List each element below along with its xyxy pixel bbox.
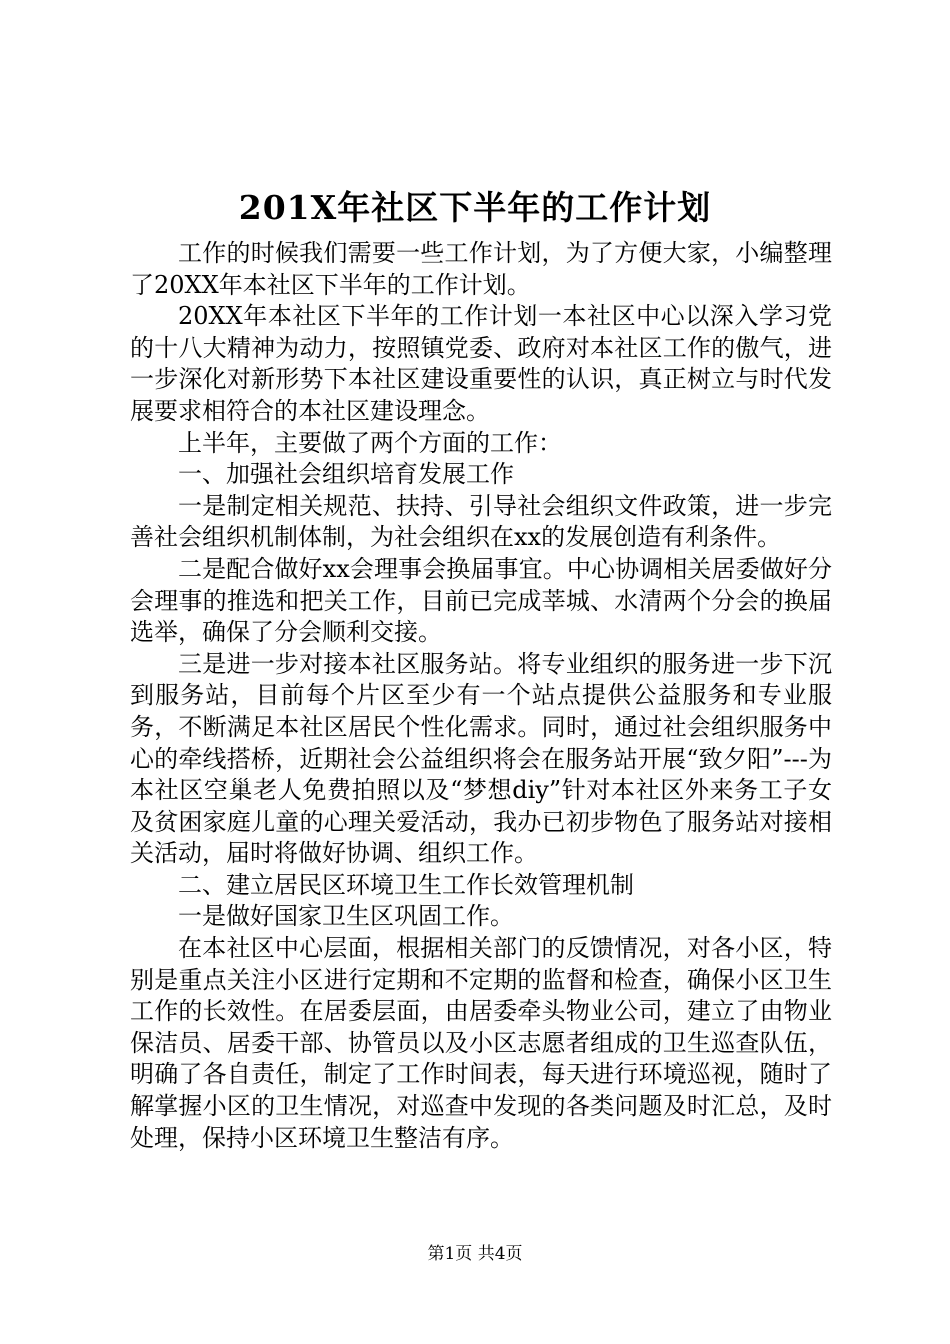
document-body bbox=[130, 238, 832, 1154]
paragraph-item-2: 二是配合做好xx会理事会换届事宜。中心协调相关居委做好分会理事的推选和把关工作，目前已完成莘城、水清两个分会的换届选举，确保了分会顺利交接。 bbox=[130, 554, 832, 647]
section-heading-1: 一、加强社会组织培育发展工作 bbox=[178, 460, 514, 489]
paragraph-item-3: 三是进一步对接本社区服务站。将专业组织的服务进一步下沉到服务站，目前每个片区至少有一个站点提供公益服务和专业服务，不断满足本社区居民个性化需求。同时，通过社会组织服务中心的牵线搭桥，近期社会公益组织将会在服务站开展“致夕阳”---为本社区空巢老人免费拍照以及“梦想diy”针对本社区外来务工子女及贫困家庭儿童的心理关爱活动，我办已初步物色了服务站对接相关活动，届时将做好协调、组织工作。 bbox=[130, 649, 832, 868]
paragraph-item-1: 一是制定相关规范、扶持、引导社会组织文件政策，进一步完善社会组织机制体制，为社会组织在xx的发展创造有利条件。 bbox=[130, 491, 832, 552]
document-title: 201X年社区下半年的工作计划 bbox=[238, 188, 712, 227]
paragraph-overview: 20XX年本社区下半年的工作计划一本社区中心以深入学习党的十八大精神为动力，按照镇党委、政府对本社区工作的傲气，进一步深化对新形势下本社区建设重要性的认识，真正树立与时代发展要求相符合的本社区建设理念。 bbox=[130, 302, 832, 425]
paragraph-intro: 工作的时候我们需要一些工作计划，为了方便大家，小编整理了20XX年本社区下半年的工作计划。 bbox=[130, 239, 832, 299]
section-heading-2: 二、建立居民区环境卫生工作长效管理机制 bbox=[178, 870, 634, 899]
paragraph-sub-item-1: 一是做好国家卫生区巩固工作。 bbox=[178, 902, 514, 931]
page-footer: 第1页 共4页 bbox=[427, 1244, 523, 1264]
paragraph-first-half-summary: 上半年，主要做了两个方面的工作： bbox=[178, 428, 562, 457]
paragraph-sanitation: 在本社区中心层面，根据相关部门的反馈情况，对各小区，特别是重点关注小区进行定期和不定期的监督和检查，确保小区卫生工作的长效性。在居委层面，由居委牵头物业公司，建立了由物业保洁员、居委干部、协管员以及小区志愿者组成的卫生巡查队伍，明确了各自责任，制定了工作时间表，每天进行环境巡视，随时了解掌握小区的卫生情况，对巡查中发现的各类问题及时汇总，及时处理，保持小区环境卫生整洁有序。 bbox=[130, 934, 832, 1152]
